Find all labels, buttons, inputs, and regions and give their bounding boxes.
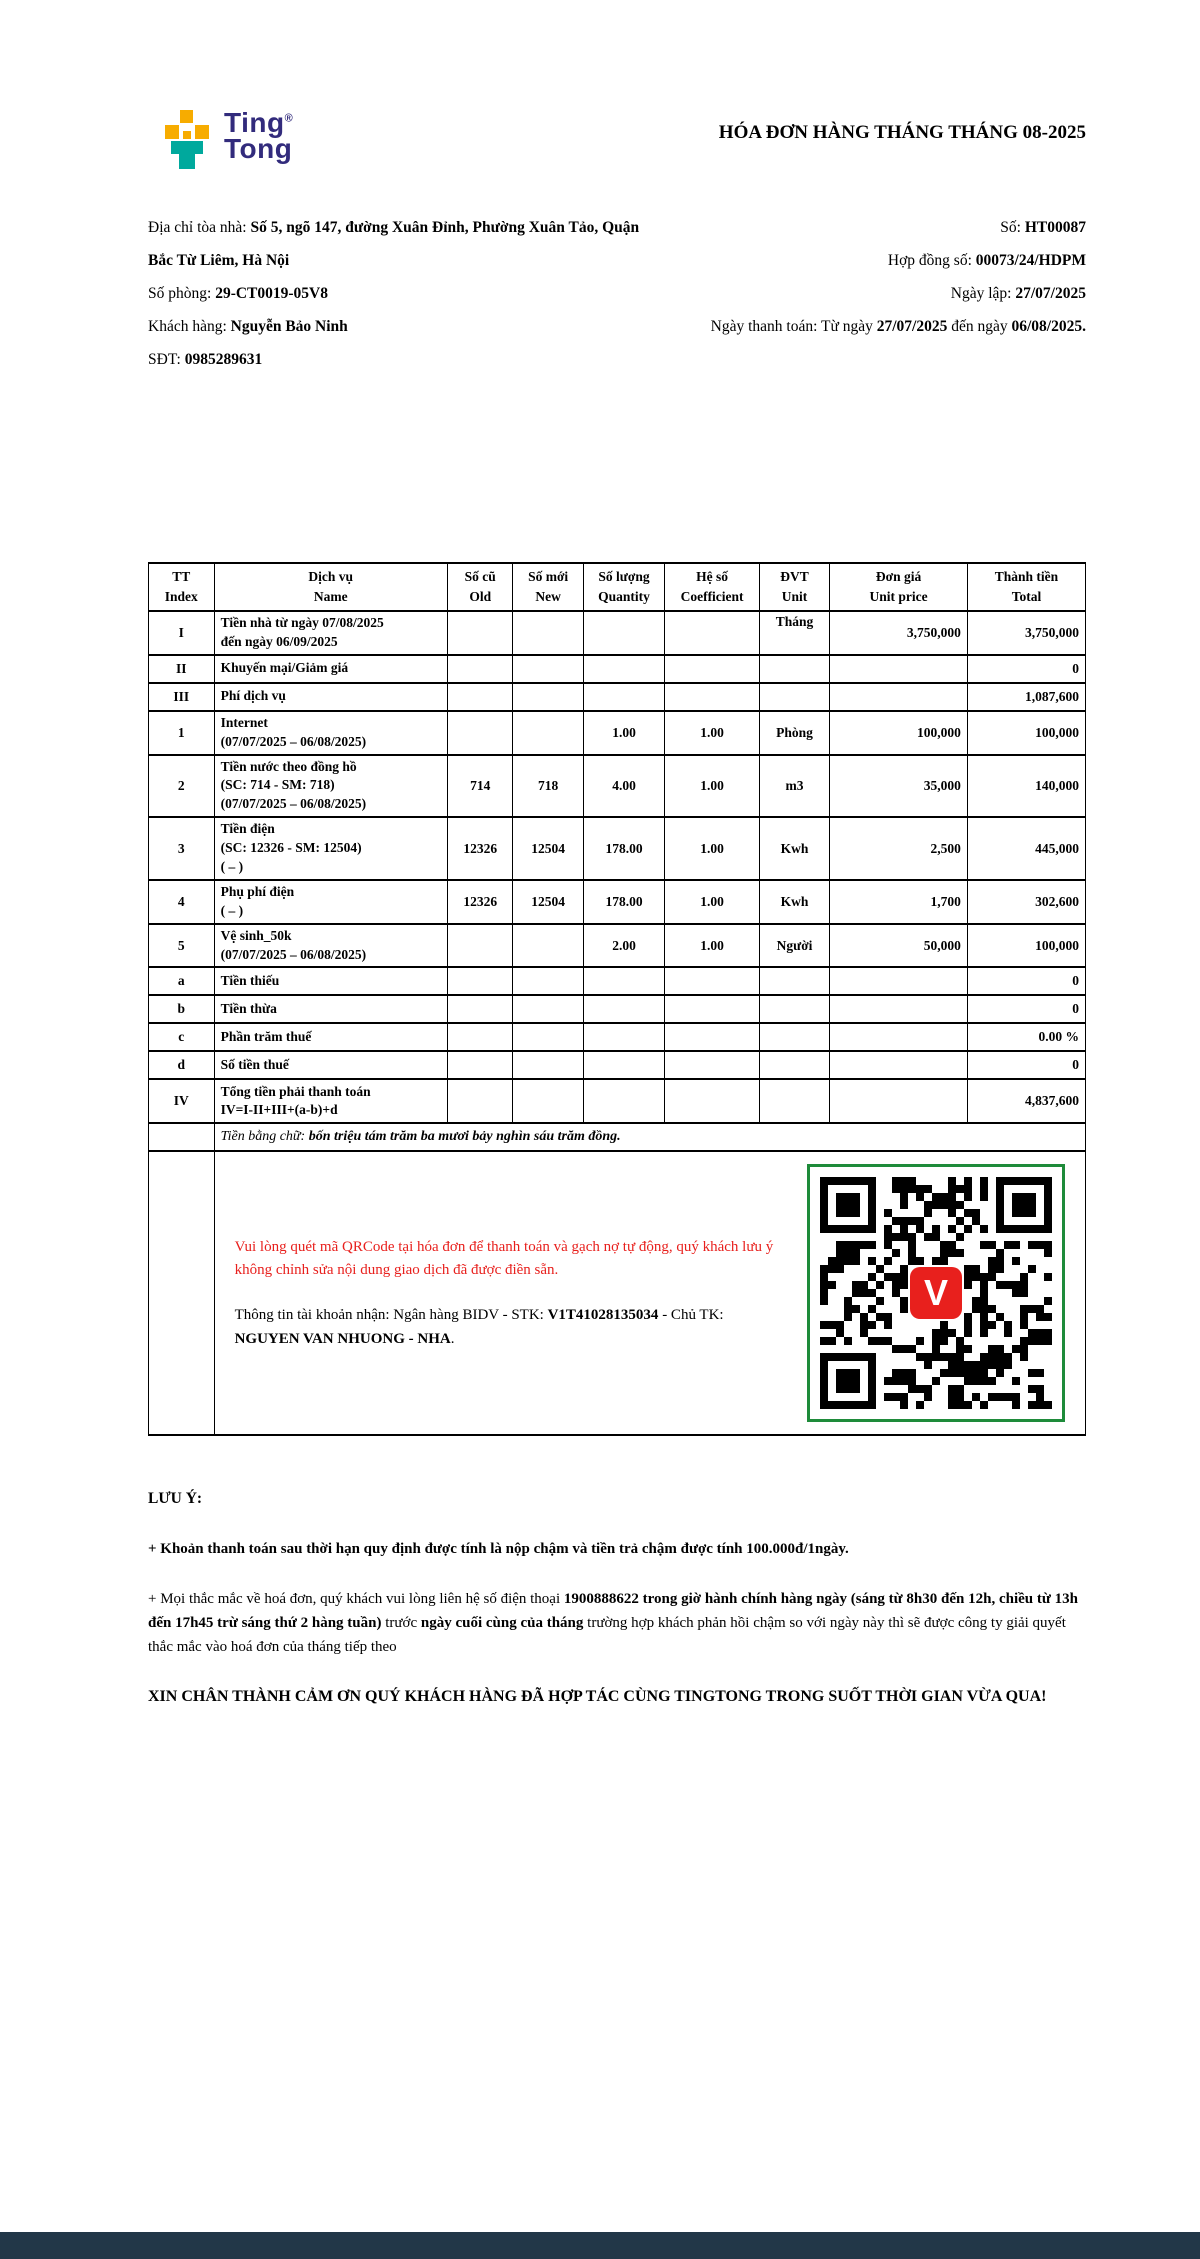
table-row: 4 Phụ phí điện ( – ) 12326 12504 178.00 1.00 Kwh 1,700 302,600 <box>149 880 1086 924</box>
table-row: 1 Internet (07/07/2025 – 06/08/2025) 1.00 1.00 Phòng 100,000 100,000 <box>149 711 1086 755</box>
table-row-grand-total: IV Tổng tiền phải thanh toán IV=I-II+III+(a-b)+d 4,837,600 <box>149 1079 1086 1123</box>
issue-date: Ngày lập: 27/07/2025 <box>950 285 1086 302</box>
qr-red-notice: Vui lòng quét mã QRCode tại hóa đơn để thanh toán và gạch nợ tự động, quý khách lưu ý không chỉnh sửa nội dung giao dịch đã được điền sẵn. <box>234 1238 774 1279</box>
qr-instructions <box>221 1224 801 1363</box>
amount-in-words: Tiền bằng chữ: bốn triệu tám trăm ba mươi bảy nghìn sáu trăm đồng. <box>214 1123 1085 1151</box>
table-row: a Tiền thiếu 0 <box>149 967 1086 995</box>
col-header-coefficient: Hệ số Coefficient <box>665 563 760 611</box>
col-header-unit: ĐVT Unit <box>759 563 829 611</box>
col-header-unit-price: Đơn giá Unit price <box>830 563 968 611</box>
table-row: 5 Vệ sinh_50k (07/07/2025 – 06/08/2025) 2.00 1.00 Người 50,000 100,000 <box>149 924 1086 968</box>
note-late-payment: + Khoản thanh toán sau thời hạn quy định được tính là nộp chậm và tiền trả chậm được tính 100.000đ/1ngày. <box>148 1541 849 1558</box>
contract-number: Hợp đồng số: 00073/24/HDPM <box>887 252 1086 269</box>
table-row: b Tiền thừa 0 <box>149 995 1086 1023</box>
notes-heading: LƯU Ý: <box>148 1490 203 1508</box>
payment-qr-code <box>807 1164 1065 1422</box>
footer-bar <box>0 2232 1200 2259</box>
bank-account-info: Thông tin tài khoản nhận: Ngân hàng BIDV - STK: V1T41028135034 - Chủ TK: NGUYEN VAN NHUONG - NHA. <box>234 1307 724 1347</box>
room-number: Số phòng: 29-CT0019-05V8 <box>148 285 328 302</box>
brand-line1: Ting <box>224 107 285 138</box>
col-header-total: Thành tiền Total <box>967 563 1085 611</box>
table-row: c Phần trăm thuế 0.00 % <box>149 1023 1086 1051</box>
note-hotline: + Mọi thắc mắc về hoá đơn, quý khách vui lòng liên hệ số điện thoại 1900888622 trong giờ hành chính hàng ngày (sáng từ 8h30 đến 12h, chiều từ 13h đến 17h45 trừ sáng thứ 2 hàng tuần) trước ngày cuối cùng của tháng trường hợp khách phản hồi chậm so với ngày này thì sẽ được công ty giải quyết thắc mắc vào hoá đơn của tháng tiếp theo <box>148 1590 1078 1655</box>
table-row: I Tiền nhà từ ngày 07/08/2025 đến ngày 06/09/2025 Tháng 3,750,000 3,750,000 <box>149 611 1086 655</box>
col-header-quantity: Số lượng Quantity <box>583 563 665 611</box>
customer-name: Khách hàng: Nguyễn Bảo Ninh <box>148 318 348 335</box>
invoice-info <box>148 211 1086 376</box>
tingtong-logo-text <box>224 107 294 164</box>
table-header-row <box>149 563 1086 611</box>
amount-in-words-row <box>149 1123 1086 1151</box>
invoice-title: HÓA ĐƠN HÀNG THÁNG THÁNG 08-2025 <box>718 122 1086 143</box>
invoice-number: Số: HT00087 <box>1000 219 1086 236</box>
tingtong-logo-icon <box>160 110 214 175</box>
table-row: d Số tiền thuế 0 <box>149 1051 1086 1079</box>
notes-section <box>148 1490 1086 1709</box>
invoice-table <box>148 562 1086 1436</box>
table-row: III Phí dịch vụ 1,087,600 <box>149 683 1086 711</box>
tingtong-logo <box>160 107 294 175</box>
thank-you-message: XIN CHÂN THÀNH CẢM ƠN QUÝ KHÁCH HÀNG ĐÃ HỢP TÁC CÙNG TINGTONG TRONG SUỐT THỜI GIAN VỪA QUA! <box>148 1687 1047 1705</box>
building-address: Địa chỉ tòa nhà: Số 5, ngõ 147, đường Xuân Đỉnh, Phường Xuân Tảo, Quận Bắc Từ Liêm, Hà Nội <box>148 219 640 269</box>
table-row: 2 Tiền nước theo đồng hồ (SC: 714 - SM: 718) (07/07/2025 – 06/08/2025) 714 718 4.00 1.00 m3 35,000 140,000 <box>149 755 1086 818</box>
header <box>148 107 1086 175</box>
info-right <box>666 211 1086 376</box>
col-header-old: Số cũ Old <box>447 563 513 611</box>
brand-line2: Tong <box>224 132 293 164</box>
payment-period: Ngày thanh toán: Từ ngày 27/07/2025 đến ngày 06/08/2025. <box>710 318 1086 335</box>
info-left <box>148 211 653 376</box>
customer-phone: SĐT: 0985289631 <box>148 351 263 368</box>
qr-row <box>149 1151 1086 1435</box>
table-row: II Khuyến mại/Giảm giá 0 <box>149 655 1086 683</box>
table-row: 3 Tiền điện (SC: 12326 - SM: 12504) ( – ) 12326 12504 178.00 1.00 Kwh 2,500 445,000 <box>149 817 1086 880</box>
col-header-name: Dịch vụ Name <box>214 563 447 611</box>
col-header-index: TT Index <box>149 563 215 611</box>
qr-center-logo: V <box>910 1267 962 1319</box>
registered-mark: ® <box>284 112 294 125</box>
col-header-new: Số mới New <box>513 563 583 611</box>
